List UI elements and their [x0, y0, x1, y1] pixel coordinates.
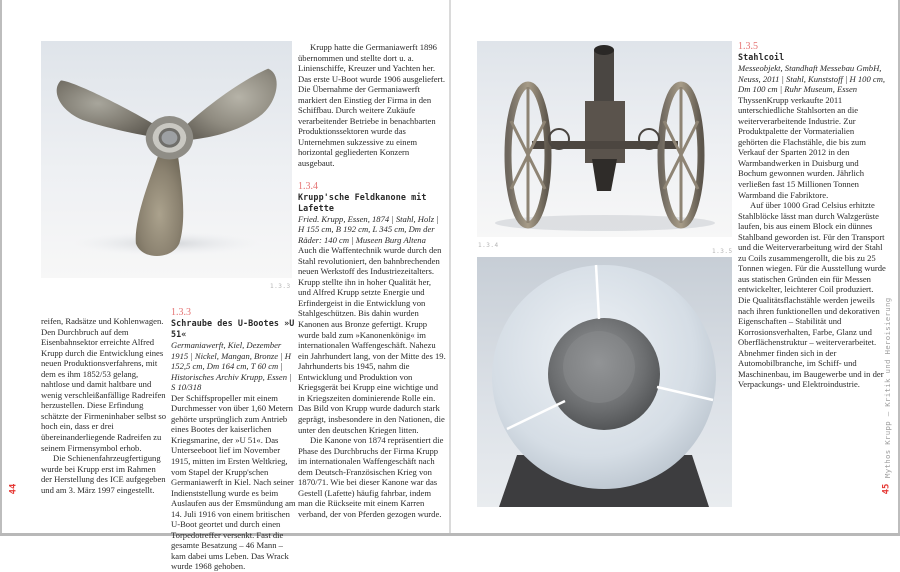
image-caption-1-3-4: 1.3.4 — [478, 242, 499, 249]
right-column — [738, 41, 886, 390]
paragraph: Auf über 1000 Grad Celsius erhitzte Stahlblöcke lässt man durch Walzgerüste laufen, bis aus einem Block ein dünnes Stahlband geworden ist. Für den Transport und die Weiterverarbeitung wird der Stahl zu Coils zusammengerollt, die bis zu 25 Tonnen wiegen. Für die Ausstellung wurde aus statischen Gründen ein für Messen entwickelter, leichterer Coil produziert. Die Qualitätsflachstähle werden jeweils nach ihren funktionellen und dekorativen Eigenschaften – Stabilität und Korrosionsverhalten, Farbe, Glanz und Oberflächenstruktur – weiterverarbeitet. Abnehmer finden sich in der Automobilbranche, im Schiff- und Maschinenbau, im Baugewerbe und in der Verpackungs- und Elektroindustrie. — [738, 200, 886, 390]
section-number: 1.3.5 — [738, 41, 758, 52]
steel-coil-illustration — [477, 257, 732, 507]
page-number-left: 44 — [8, 483, 19, 495]
image-caption-1-3-5: 1.3.5 — [712, 248, 733, 255]
page-number-right: 45 — [881, 483, 892, 495]
book-spine — [449, 0, 451, 536]
paragraph: Die Kanone von 1874 repräsentiert die Phase des Durchbruchs der Firma Krupp im internationalen Waffengeschäft nach dem Deutsch-Französischen Krieg von 1870/71. Wie bei dieser Kanone war das Gestell (Lafette) häufig fahrbar, indem man die Rückseite mit einem Karren verband, der von Pferden gezogen wurde. — [298, 435, 444, 519]
left-column-3 — [298, 42, 446, 519]
object-caption: Messeobjekt, Standhaft Messebau GmbH, Neuss, 2011 | Stahl, Kunststoff | H 100 cm, Dm 100 cm | Ruhr Museum, Essen — [738, 63, 886, 95]
section-title: Krupp'sche Feldkanone mit Lafette — [298, 191, 427, 213]
left-column-1 — [41, 316, 168, 495]
section-number: 1.3.4 — [298, 180, 318, 192]
steel-coil-photo — [477, 257, 732, 507]
paragraph: Der Schiffspropeller mit einem Durchmesser von über 1,60 Metern gehörte ursprünglich zum Antrieb eines Bootes der kaiserlichen Kriegsmarine, der »U 51«. Das Unterseeboot lief im November 1915, mitten im Ersten Weltkrieg, vom Stapel der Krupp'schen Germaniawerft in Kiel. Nach seiner Indienststellung wurde es beim Auslaufen aus der Emsmündung am 14. Juli 1916 von einem britischen U-Boot geortet und durch einen Torpedotreffer versenkt. Fast die gesamte Besatzung – 46 Mann – kam dabei ums Leben. Das Wrack wurde 1968 gehoben. — [171, 392, 296, 572]
propeller-photo — [41, 41, 292, 278]
object-caption: Fried. Krupp, Essen, 1874 | Stahl, Holz | H 155 cm, B 192 cm, L 345 cm, Dm der Räder: 140 cm | Museen Burg Altena — [298, 213, 439, 245]
object-caption: Germaniawerft, Kiel, Dezember 1915 | Nickel, Mangan, Bronze | H 152,5 cm, Dm 164 cm, T 60 cm | Historisches Archiv Krupp, Essen | S 10/318 — [171, 340, 292, 393]
running-head: Mythos Krupp – Kritik und Heroisierung — [883, 297, 892, 478]
section-title: Schraube des U-Bootes »U 51« — [171, 318, 295, 339]
propeller-illustration — [41, 41, 292, 278]
section-title: Stahlcoil — [738, 52, 785, 62]
cannon-photo — [477, 41, 732, 237]
section-number: 1.3.3 — [171, 307, 191, 318]
paragraph: ThyssenKrupp verkaufte 2011 unterschiedliche Stahlsorten an die weiterverarbeitende Industrie. Zur Produktpalette der Vormaterialien gehörten die Flachstähle, die bis zum Verkauf der Sparten 2012 in den Warmbandwerken in Duisburg und Bochum gewonnen wurden. Jährlich verließen fast 15 Millionen Tonnen Warmband die Fabriktore. — [738, 94, 866, 200]
paragraph: Die Schienenfahrzeugfertigung wurde bei Krupp erst im Rahmen der Herstellung des ICE aufgegeben und am 3. März 1997 eingestellt. — [41, 453, 166, 495]
paragraph: Krupp hatte die Germaniawerft 1896 übernommen und stellte dort u. a. Linienschiffe, Kreuzer und Yachten her. Das erste U-Boot wurde 1906 ausgeliefert. Die Übernahme der Germaniawerft markiert den Einstieg der Firma in den Schiffbau. Durch weitere Zukäufe verarbeitender Betriebe in benachbarten Produktionssektoren wurde das Unternehmen sukzessive zu einem horizontal gegliederten Konzern ausgebaut. — [298, 42, 446, 169]
left-column-2 — [171, 307, 296, 572]
cannon-illustration — [477, 41, 732, 237]
image-caption-1-3-3: 1.3.3 — [270, 283, 291, 290]
page-edge-left — [0, 0, 2, 536]
paragraph: reifen, Radsätze und Kohlenwagen. Den Durchbruch auf dem Eisenbahnsektor erreichte Alfred Krupp durch die Entwicklung eines neuen Produktionsverfahrens, mit dem es ihm 1852/53 gelang, nahtlose und damit haltbare und wenig verschleißanfällige Radreifen herzustellen. Diese Erfindung schätzte der Firmeninhaber selbst so hoch ein, dass er drei übereinanderliegende Radreifen zu seinem Firmensymbol erhob. — [41, 316, 167, 453]
paragraph: Auch die Waffentechnik wurde durch den Stahl revolutioniert, den bahnbrechenden neuen Werkstoff des Industriezeitalters. Krupp stellte ihn in hoher Qualität her, und Alfred Krupp setzte Energie und Erfindergeist in die Entwicklung von Stahlgeschützen. Bis dahin wurden Kanonen aus Bronze gefertigt. Krupp wurde bald zum »Kanonenkönig« im internationalen Waffengeschäft. Nahezu ein Jahrhundert lang, von der Mitte des 19. Jahrhunderts bis 1945, nahm die Entwicklung und Produktion von Kriegsgerät bei Krupp eine wichtige und in Kriegszeiten dominierende Rolle ein. Das Bild von Krupp wurde dadurch stark geprägt, insbesondere in den Nationen, die unter den deutschen Kriegen litten. — [298, 245, 446, 435]
